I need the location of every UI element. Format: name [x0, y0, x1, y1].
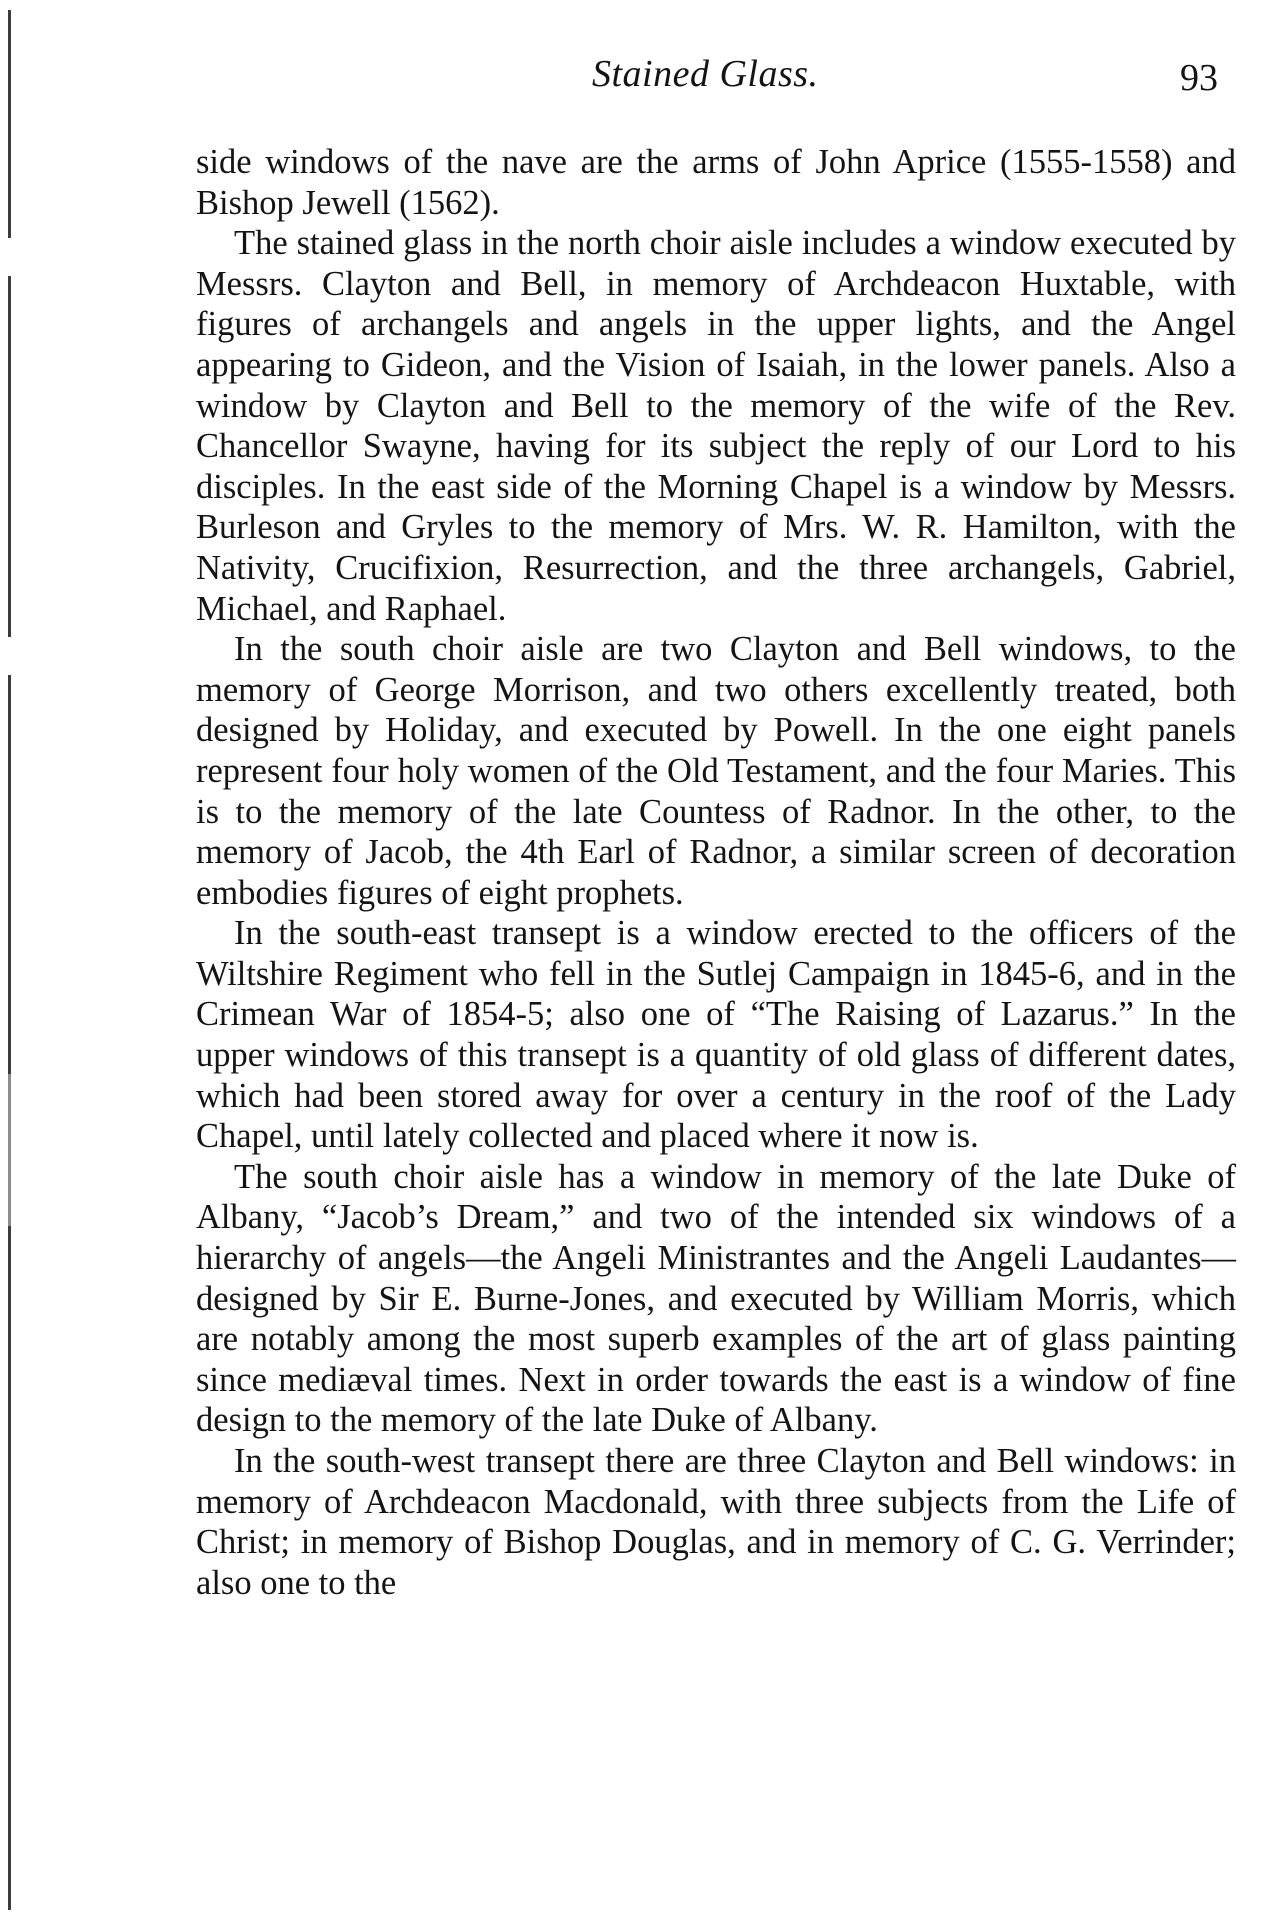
running-title: Stained Glass.	[592, 53, 819, 95]
scan-margin-edge	[8, 10, 11, 1910]
body-text	[196, 142, 1236, 1603]
paragraph-south-choir-aisle-albany: The south choir aisle has a window in memory of the late Duke of Albany, “Jacob’s Dream,” and two of the intended six windows of a hierarchy of angels—the Angeli Ministrantes and the Angeli Laudantes—designed by Sir E. Burne-Jones, and executed by William Morris, which are notably among the most superb examples of the art of glass painting since mediæval times. Next in order towards the east is a window of fine design to the memory of the late Duke of Albany.	[196, 1157, 1236, 1440]
paragraph-north-choir-aisle: The stained glass in the north choir aisle includes a window executed by Messrs. Clayton and Bell, in memory of Archdeacon Huxtable, with figures of archangels and angels in the upper lights, and the Angel appearing to Gideon, and the Vision of Isaiah, in the lower panels. Also a window by Clayton and Bell to the memory of the wife of the Rev. Chancellor Swayne, having for its subject the reply of our Lord to his disciples. In the east side of the Morning Chapel is a window by Messrs. Burleson and Gryles to the memory of Mrs. W. R. Hamilton, with the Nativity, Crucifixion, Resurrection, and the three archangels, Gabriel, Michael, and Raphael.	[196, 224, 1236, 628]
page-number: 93	[1180, 57, 1218, 99]
paragraph-south-west-transept: In the south-west transept there are three Clayton and Bell windows: in memory of Archdeacon Macdonald, with three subjects from the Life of Christ; in memory of Bishop Douglas, and in memory of C. G. Verrinder; also one to the	[196, 1442, 1236, 1602]
paragraph-continuation: side windows of the nave are the arms of John Aprice (1555-1558) and Bishop Jewell (1562).	[196, 143, 1236, 222]
paragraph-south-choir-aisle: In the south choir aisle are two Clayton and Bell windows, to the memory of George Morrison, and two others excellently treated, both designed by Holiday, and executed by Powell. In the one eight panels represent four holy women of the Old Testament, and the four Maries. This is to the memory of the late Countess of Radnor. In the other, to the memory of Jacob, the 4th Earl of Radnor, a similar screen of decoration embodies figures of eight prophets.	[196, 630, 1236, 912]
paragraph-south-east-transept: In the south-east transept is a window erected to the officers of the Wiltshire Regiment who fell in the Sutlej Campaign in 1845-6, and in the Crimean War of 1854-5; also one of “The Raising of Lazarus.” In the upper windows of this transept is a quantity of old glass of different dates, which had been stored away for over a century in the roof of the Lady Chapel, until lately collected and placed where it now is.	[196, 914, 1236, 1156]
page-header	[196, 52, 1236, 112]
book-page	[196, 52, 1236, 1603]
